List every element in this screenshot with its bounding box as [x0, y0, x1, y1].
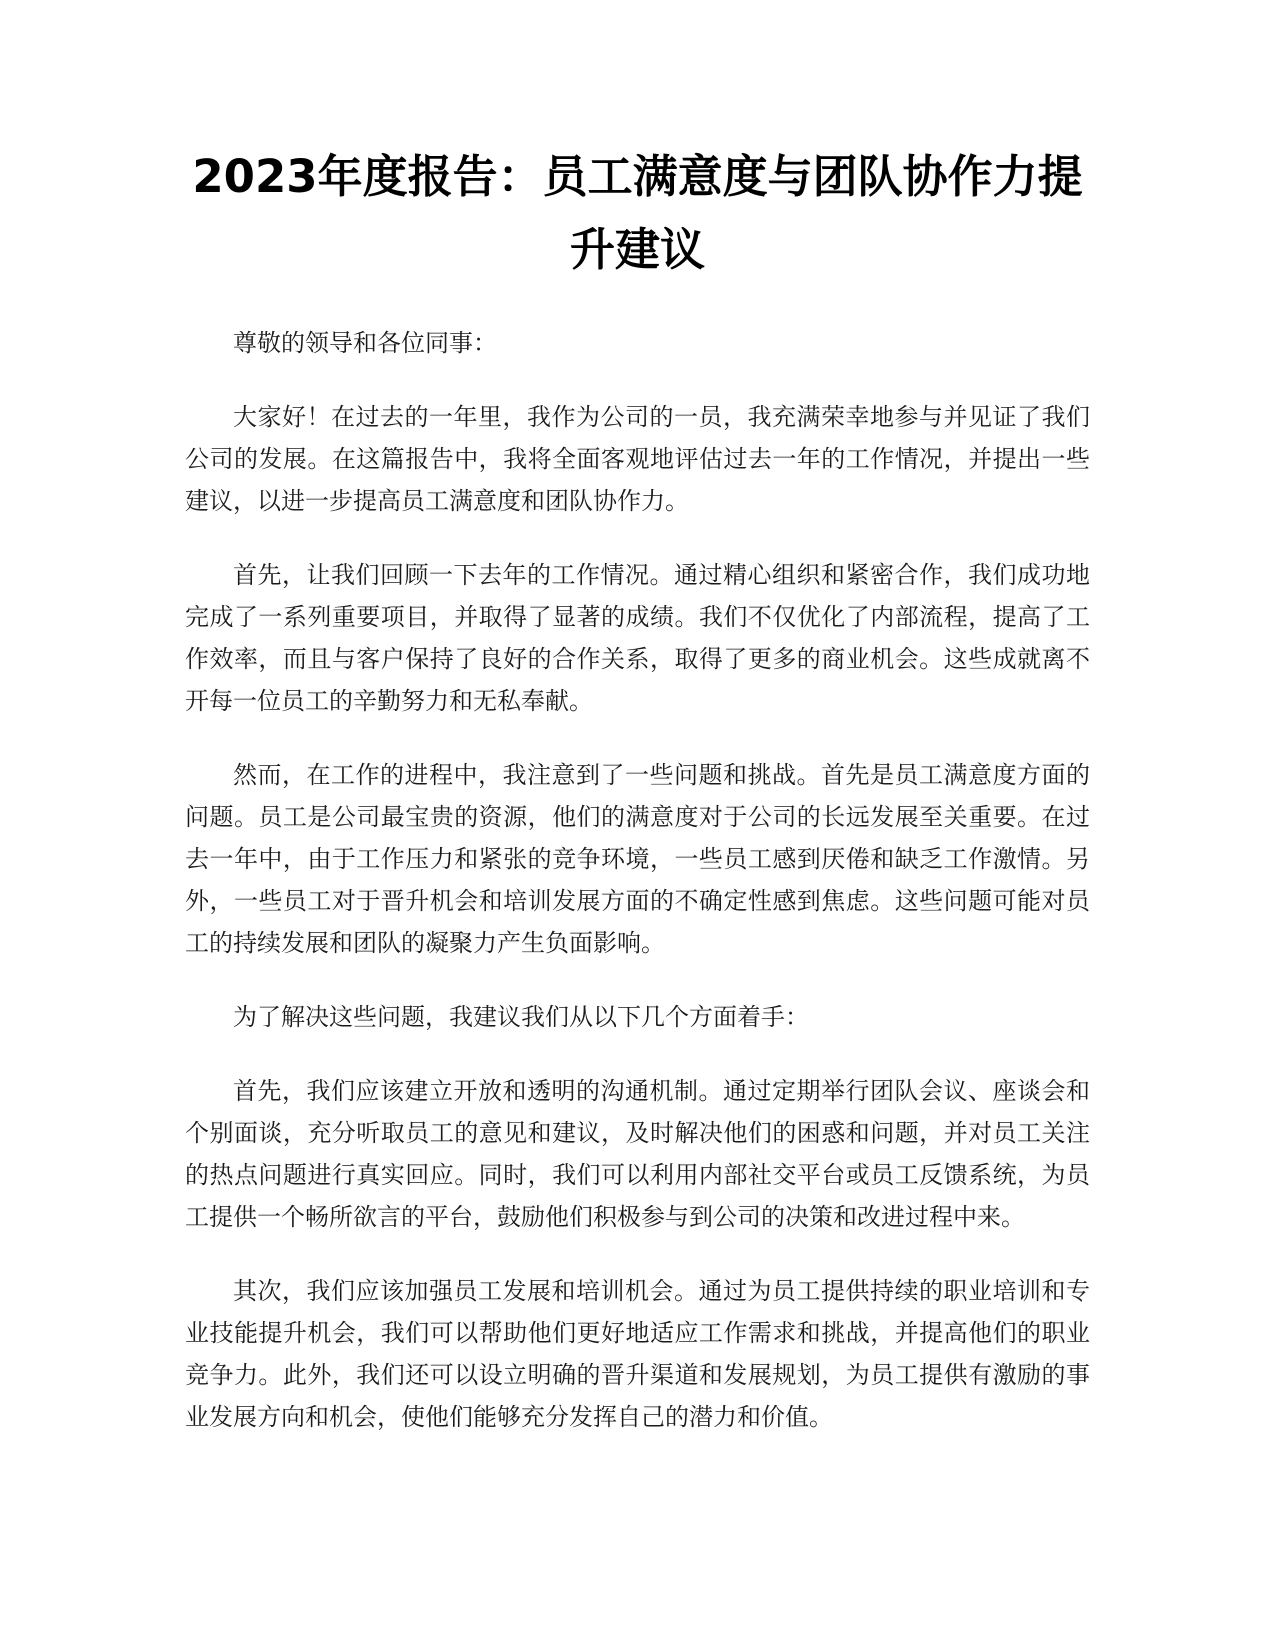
document-body [185, 322, 1090, 1470]
body-paragraph: 其次，我们应该加强员工发展和培训机会。通过为员工提供持续的职业培训和专业技能提升机会，我们可以帮助他们更好地适应工作需求和挑战，并提高他们的职业竞争力。此外，我们还可以设立明确的晋升渠道和发展规划，为员工提供有激励的事业发展方向和机会，使他们能够充分发挥自己的潜力和价值。 [185, 1277, 1090, 1431]
document-title: 2023年度报告：员工满意度与团队协作力提升建议 [192, 150, 1083, 276]
body-paragraph: 大家好！在过去的一年里，我作为公司的一员，我充满荣幸地参与并见证了我们公司的发展。在这篇报告中，我将全面客观地评估过去一年的工作情况，并提出一些建议，以进一步提高员工满意度和团队协作力。 [185, 403, 1090, 515]
body-paragraph: 为了解决这些问题，我建议我们从以下几个方面着手： [233, 1003, 809, 1031]
body-paragraph: 首先，我们应该建立开放和透明的沟通机制。通过定期举行团队会议、座谈会和个别面谈，充分听取员工的意见和建议，及时解决他们的困惑和问题，并对员工关注的热点问题进行真实回应。同时，我们可以利用内部社交平台或员工反馈系统，为员工提供一个畅所欲言的平台，鼓励他们积极参与到公司的决策和改进过程中来。 [185, 1077, 1090, 1231]
salutation-paragraph: 尊敬的领导和各位同事： [233, 329, 497, 357]
body-paragraph: 首先，让我们回顾一下去年的工作情况。通过精心组织和紧密合作，我们成功地完成了一系列重要项目，并取得了显著的成绩。我们不仅优化了内部流程，提高了工作效率，而且与客户保持了良好的合作关系，取得了更多的商业机会。这些成就离不开每一位员工的辛勤努力和无私奉献。 [185, 561, 1090, 715]
body-paragraph: 然而，在工作的进程中，我注意到了一些问题和挑战。首先是员工满意度方面的问题。员工是公司最宝贵的资源，他们的满意度对于公司的长远发展至关重要。在过去一年中，由于工作压力和紧张的竞争环境，一些员工感到厌倦和缺乏工作激情。另外，一些员工对于晋升机会和培训发展方面的不确定性感到焦虑。这些问题可能对员工的持续发展和团队的凝聚力产生负面影响。 [185, 761, 1090, 957]
